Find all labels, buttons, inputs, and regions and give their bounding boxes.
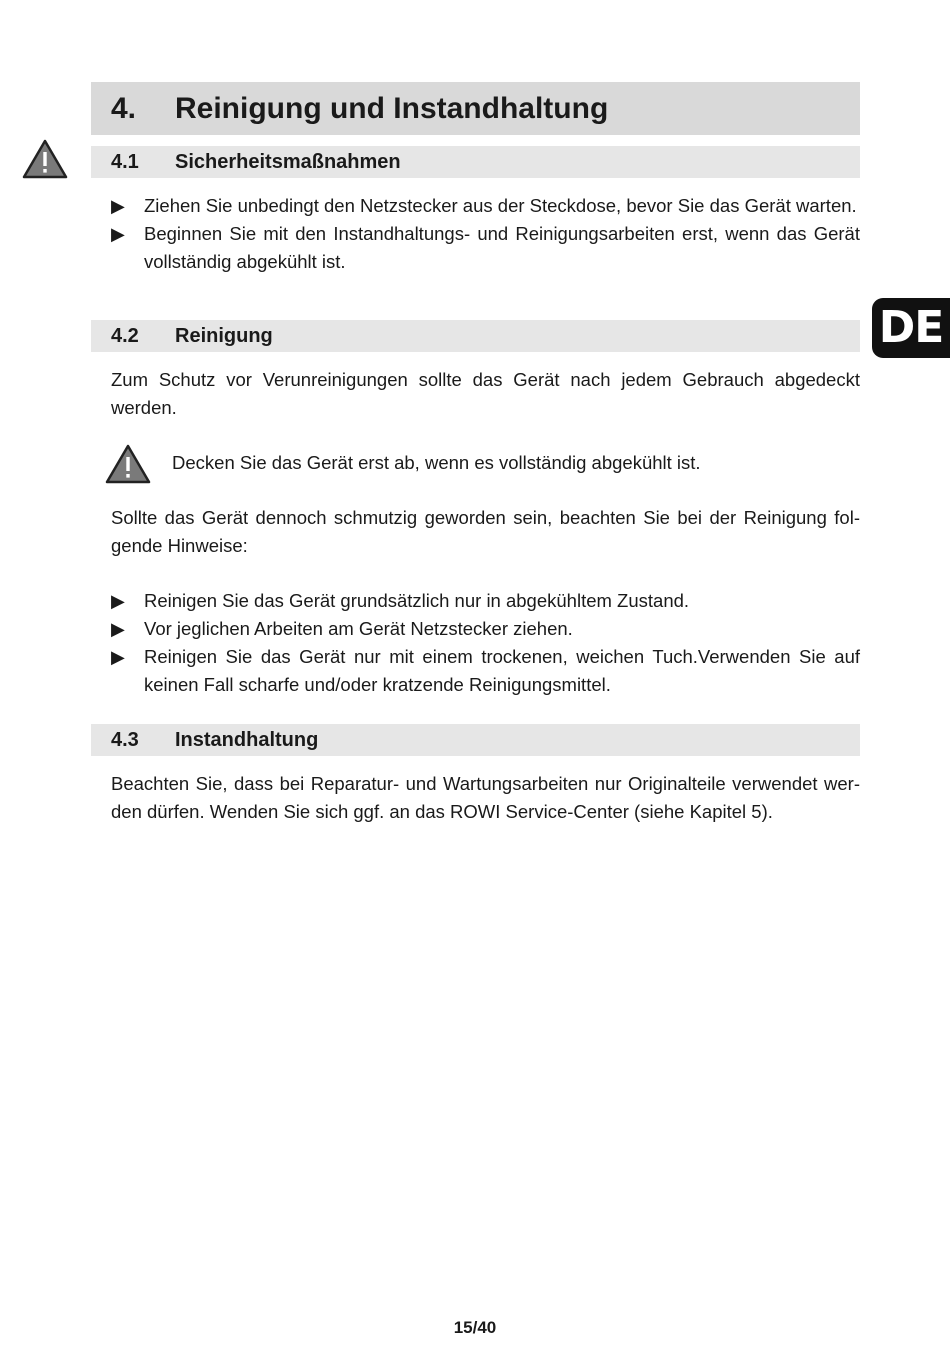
page-number: 15/40: [453, 1318, 497, 1337]
cleaning-warning-text: Decken Sie das Gerät erst ab, wenn es vollständig abgekühlt ist.: [172, 452, 701, 473]
list-item: ▶ Ziehen Sie unbedingt den Netzstecker aus der Steckdose, bevor Sie das Gerät warten.: [111, 192, 860, 220]
section-title-4-2: Reinigung: [175, 325, 273, 347]
chapter-number: 4.: [111, 92, 137, 125]
section-number-4-1: 4.1: [111, 151, 139, 173]
list-item: ▶ Reinigen Sie das Gerät grundsätzlich nur in abgekühltem Zustand.: [111, 587, 860, 615]
triangle-right-bullet-icon: ▶: [111, 224, 125, 244]
triangle-right-bullet-icon: ▶: [111, 647, 125, 667]
cleaning-lead-paragraph: Sollte das Gerät dennoch schmutzig geworden sein, beachten Sie bei der Reinigung folgende Hinweise:: [111, 507, 860, 556]
maintenance-paragraph: Beachten Sie, dass bei Reparatur- und Wartungsarbeiten nur Originalteile verwendet werden dürfen. Wenden Sie sich ggf. an das ROWI Service-Center (siehe Kapitel 5).: [111, 773, 860, 822]
section-number-4-3: 4.3: [111, 729, 139, 751]
warning-triangle-icon: [22, 139, 68, 179]
cleaning-intro-paragraph: Zum Schutz vor Verunreinigungen sollte das Gerät nach jedem Gebrauch abgedeckt werden.: [111, 369, 860, 418]
chapter-title: Reinigung und Instandhaltung: [175, 92, 609, 125]
safety-bullet-list: [111, 192, 860, 276]
triangle-right-bullet-icon: ▶: [111, 196, 125, 216]
triangle-right-bullet-icon: ▶: [111, 591, 125, 611]
triangle-right-bullet-icon: ▶: [111, 619, 125, 639]
section-title-4-1: Sicherheitsmaßnahmen: [175, 151, 401, 173]
list-item: ▶ Beginnen Sie mit den Instandhaltungs- und Reinigungsarbeiten erst, wenn das Gerät vollständig abgekühlt ist.: [111, 220, 860, 276]
list-item: ▶ Vor jeglichen Arbeiten am Gerät Netzstecker ziehen.: [111, 615, 860, 643]
cleaning-bullet-list: [111, 587, 860, 699]
section-title-4-3: Instandhaltung: [175, 729, 319, 751]
warning-triangle-icon: [105, 444, 151, 484]
section-number-4-2: 4.2: [111, 325, 139, 347]
list-item: ▶ Reinigen Sie das Gerät nur mit einem trockenen, weichen Tuch.Verwenden Sie auf keinen Fall scharfe und/oder kratzende Reinigungsmittel.: [111, 643, 860, 699]
language-tab: DE: [872, 298, 950, 358]
